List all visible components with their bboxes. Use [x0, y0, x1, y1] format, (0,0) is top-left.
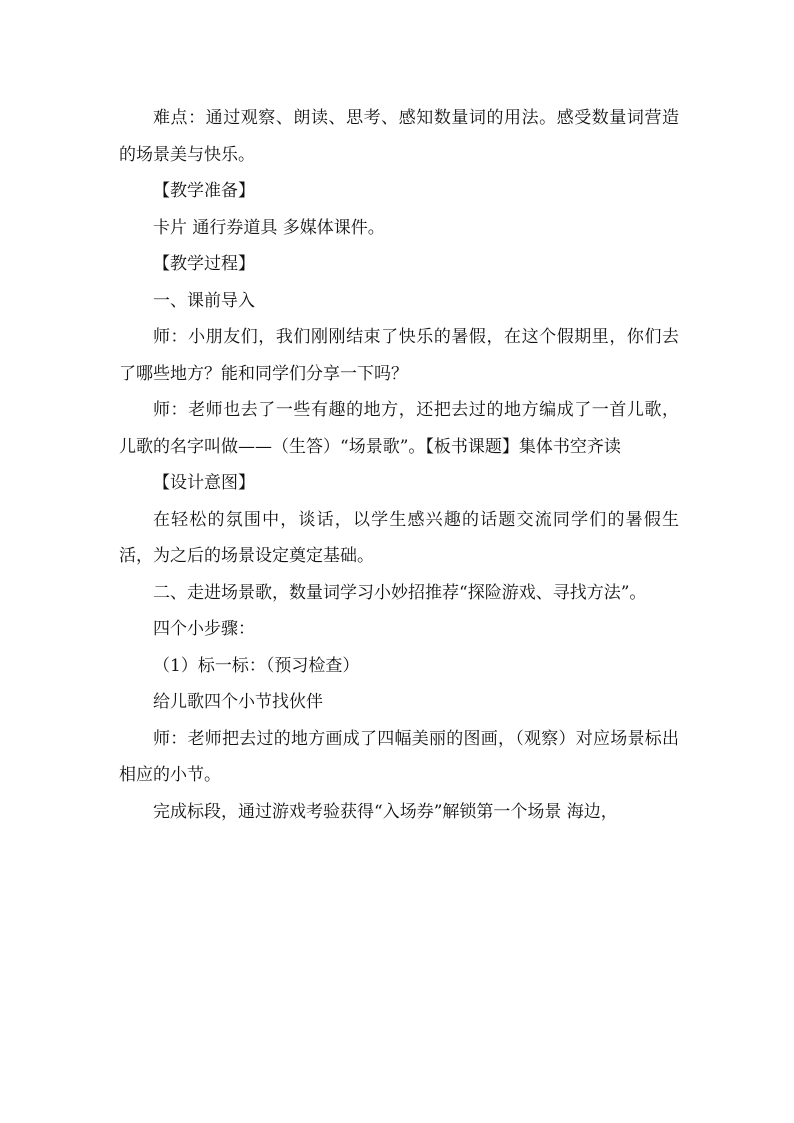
paragraph-teacher-song: 师：老师也去了一些有趣的地方，还把去过的地方编成了一首儿歌，儿歌的名字叫做——（生答）“场景歌”。【板书课题】集体书空齐读: [119, 400, 679, 457]
heading-teaching-preparation: 【教学准备】: [153, 181, 255, 201]
paragraph-teacher-pictures: 师：老师把去过的地方画成了四幅美丽的图画，（观察）对应场景标出相应的小节。: [119, 728, 679, 785]
heading-teaching-process: 【教学过程】: [153, 254, 255, 274]
paragraph-design-intent: 在轻松的氛围中，谈话，以学生感兴趣的话题交流同学们的暑假生活，为之后的场景设定奠定基础。: [119, 509, 679, 566]
paragraph-four-steps: 四个小步骤：: [153, 619, 255, 639]
paragraph-materials: 卡片 通行券道具 多媒体课件。: [153, 217, 385, 238]
paragraph-complete-marking: 完成标段，通过游戏考验获得“入场券”解锁第一个场景 海边，: [153, 801, 618, 822]
section-pre-class-intro: 一、课前导入: [153, 290, 255, 311]
document-body: [119, 100, 679, 830]
paragraph-teacher-question: 师：小朋友们，我们刚刚结束了快乐的暑假，在这个假期里，你们去了哪些地方？能和同学们分享一下吗？: [119, 327, 679, 384]
section-enter-scene-song: 二、走进场景歌，数量词学习小妙招推荐“探险游戏、寻找方法”。: [153, 582, 647, 603]
paragraph-difficulty: 难点：通过观察、朗读、思考、感知数量词的用法。感受数量词营造的场景美与快乐。: [119, 108, 679, 165]
paragraph-find-partners: 给儿歌四个小节找伙伴: [153, 692, 323, 712]
heading-design-intent: 【设计意图】: [153, 473, 255, 493]
step-mark: （1）标一标：（预习检查）: [153, 655, 360, 676]
